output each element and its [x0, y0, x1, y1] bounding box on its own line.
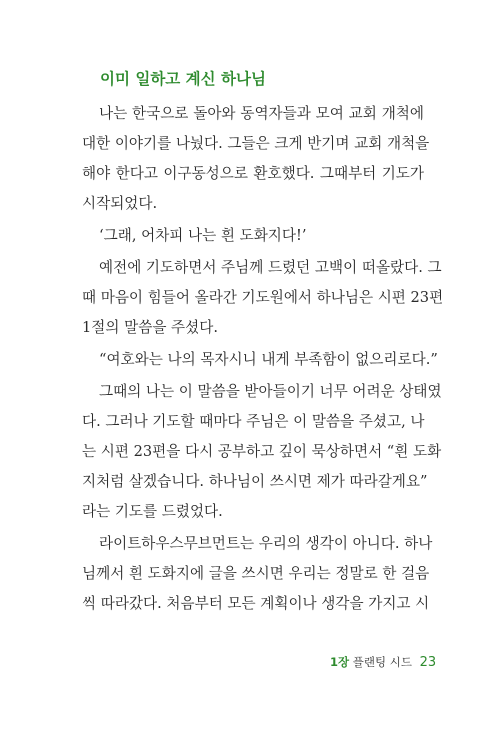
body-line: 지처럼 살겠습니다. 하나님이 쓰시면 제가 따라갈게요”: [82, 473, 428, 490]
page-number: 23: [419, 655, 437, 670]
body-line: 다. 그러나 기도할 때마다 주님은 이 말씀을 주셨고, 나: [82, 413, 425, 430]
section-heading: 이미 일하고 계신 하나님: [100, 70, 266, 88]
body-line: 님께서 흰 도화지에 글을 쓰시면 우리는 정말로 한 걸음: [82, 565, 430, 582]
body-line: 라이트하우스무브먼트는 우리의 생각이 아니다. 하나: [99, 535, 433, 552]
body-line: 나는 한국으로 돌아와 동역자들과 모여 교회 개척에: [99, 105, 424, 122]
body-line: 예전에 기도하면서 주님께 드렸던 고백이 떠올랐다. 그: [99, 259, 442, 276]
body-line: 1절의 말씀을 주셨다.: [82, 319, 218, 336]
page-footer: [330, 654, 437, 670]
body-line: 씩 따라갔다. 처음부터 모든 계획이나 생각을 가지고 시: [82, 595, 430, 612]
body-line: 때 마음이 힘들어 올라간 기도원에서 하나님은 시편 23편: [82, 289, 444, 306]
body-line: 해야 한다고 이구동성으로 환호했다. 그때부터 기도가: [82, 165, 424, 182]
body-line: 는 시편 23편을 다시 공부하고 깊이 묵상하면서 “흰 도화: [82, 443, 442, 460]
body-line: 라는 기도를 드렸었다.: [82, 503, 223, 520]
body-line: 시작되었다.: [82, 195, 158, 212]
body-line: 대한 이야기를 나눴다. 그들은 크게 반기며 교회 개척을: [82, 135, 430, 152]
body-line: 그때의 나는 이 말씀을 받아들이기 너무 어려운 상태였: [99, 383, 442, 400]
body-line: ‘그래, 어차피 나는 흰 도화지다!’: [99, 227, 307, 244]
chapter-title: 플랜팅 시드: [352, 655, 412, 669]
body-line: “여호와는 나의 목자시니 내게 부족함이 없으리로다.”: [99, 351, 438, 368]
chapter-label: 1장: [330, 655, 350, 669]
